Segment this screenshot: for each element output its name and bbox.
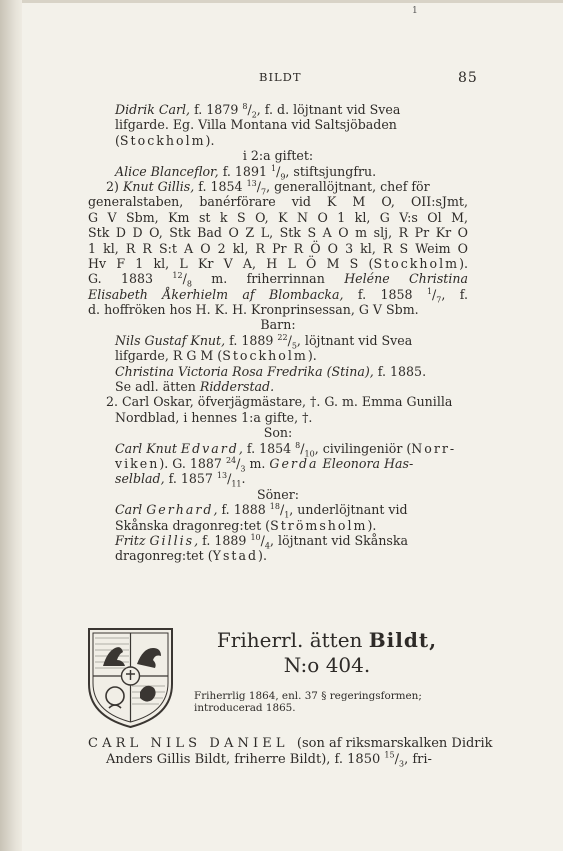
text-line: Fritz Gillis, f. 1889 $^{10}/_4$, löjtnant vid Skånska — [115, 532, 409, 551]
text-line: Hv F 1 kl, L Kr V A, H L Ö M S (Stockholm). — [88, 255, 468, 271]
final-line-1: C A R L N I L S D A N I E L (son af riksmarskalken Didrik — [88, 736, 493, 751]
final-date-day: 15 — [384, 750, 395, 760]
text-line: Christina Victoria Rosa Fredrika (Stina), f. 1885. — [115, 363, 427, 379]
family-name: Bildt, — [368, 628, 438, 652]
ennoblement-note-line-2: introducerad 1865. — [194, 702, 296, 714]
text-line: Son: — [263, 425, 293, 441]
page-number: 85 — [458, 70, 478, 86]
family-section-heading — [187, 628, 467, 714]
text-line: Elisabeth Åkerhielm af Blombacka, f. 1858 $^1/_7$, f. — [88, 286, 468, 305]
family-number: N:o 404. — [283, 653, 371, 677]
text-line: Didrik Carl, f. 1879 $^8/_2$, f. d. löjtnant vid Svea — [115, 101, 401, 120]
text-line: i 2:a giftet: — [242, 148, 314, 164]
text-line: Nordblad, i hennes 1:a gifte, †. — [115, 409, 313, 425]
text-line: Carl Knut Edvard, f. 1854 $^8/_{10}$, civilingeniör (Norr- — [115, 440, 457, 459]
text-line: d. hoffröken hos H. K. H. Kronprinsessan, G V Sbm. — [88, 302, 419, 318]
final-line-2-end: , fri- — [404, 752, 432, 767]
family-title-prefix: Friherrl. ätten — [216, 628, 369, 652]
text-line: Alice Blanceflor, f. 1891 $^1/_9$, stiftsjungfru. — [115, 163, 377, 182]
top-edge — [22, 0, 563, 3]
coat-of-arms-icon — [85, 626, 176, 729]
text-line: Barn: — [260, 317, 296, 333]
text-line: dragonreg:tet (Ystad). — [115, 548, 267, 564]
running-title: BILDT — [259, 70, 302, 84]
text-line: Nils Gustaf Knut, f. 1889 $^{22}/_5$, löjtnant vid Svea — [115, 332, 413, 351]
running-header — [0, 70, 563, 88]
text-line: generalstaben, banérförare vid K M O, OII:sJmt, — [88, 194, 468, 210]
text-line: 2) Knut Gillis, f. 1854 $^{13}/_7$, generallöjtnant, chef för — [106, 178, 430, 197]
genealogy-text — [88, 102, 468, 564]
ennoblement-note-line-1: Friherrlig 1864, enl. 37 § regeringsformen; — [194, 690, 422, 702]
text-line: lifgarde. Eg. Villa Montana vid Saltsjöbaden — [115, 117, 397, 133]
text-line: Söner: — [256, 486, 300, 502]
text-line: 2. Carl Oskar, öfverjägmästare, †. G. m. Emma Gunilla — [106, 394, 453, 410]
text-line: Stk D D O, Stk Bad O Z L, Stk S A O m slj, R Pr Kr O — [88, 225, 468, 241]
corner-mark: 1 — [412, 6, 418, 16]
final-date-month: 3 — [398, 759, 405, 769]
text-line: Se adl. ätten Ridderstad. — [115, 379, 275, 395]
final-line-2: Anders Gillis Bildt, friherre Bildt), f. 1850 $^{15}/_3$, fri- — [106, 750, 432, 769]
text-line: 1 kl, R R S:t A O 2 kl, R Pr R Ö O 3 kl, R S Weim O — [88, 240, 468, 256]
text-line: G. 1883 $^{12}/_8$ m. friherrinnan Heléne Christina — [88, 271, 469, 289]
text-line: (Stockholm). — [115, 132, 215, 148]
final-paragraph — [88, 736, 493, 769]
text-line: Skånska dragonreg:tet (Strömsholm). — [115, 517, 377, 533]
text-line: Carl Gerhard, f. 1888 $^{18}/_1$, underlöjtnant vid — [115, 501, 408, 520]
family-title — [187, 628, 467, 652]
text-line: G V Sbm, Km st k S O, K N O 1 kl, G V:s Ol M, — [88, 209, 468, 225]
text-line: lifgarde, R G M (Stockholm). — [115, 348, 317, 364]
text-line: selblad, f. 1857 $^{13}/_{11}$. — [115, 471, 246, 489]
final-line-2-text: Anders Gillis Bildt, friherre Bildt), f. 1850 — [106, 752, 385, 767]
ennoblement-note — [187, 690, 467, 714]
text-line: viken). G. 1887 $^{24}/_3$ m. Gerda Eleonora Has- — [115, 455, 414, 474]
book-spine-shadow — [0, 0, 22, 851]
